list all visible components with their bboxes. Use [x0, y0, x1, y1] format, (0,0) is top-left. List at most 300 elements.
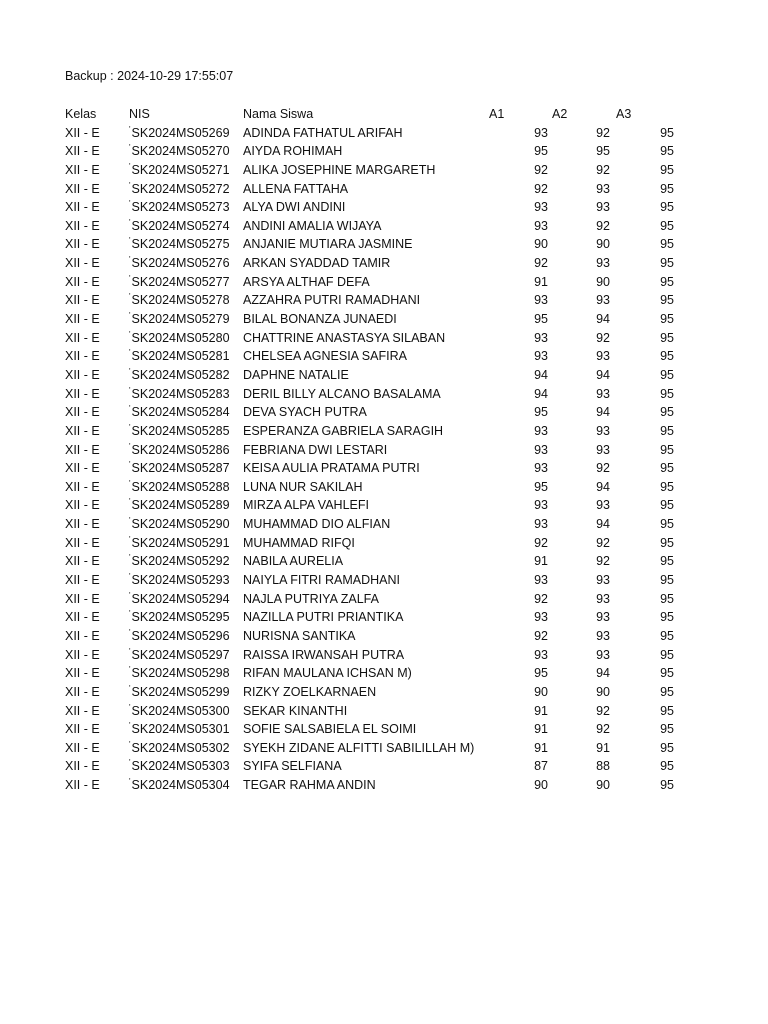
cell-a1: 93: [534, 517, 548, 532]
cell-a1: 92: [534, 628, 548, 643]
nis-prefix-mark: ': [129, 609, 131, 619]
cell-a3: 95: [660, 647, 674, 662]
cell-a2: 92: [596, 554, 610, 569]
nis-value: SK2024MS05299: [131, 684, 230, 699]
cell-a1: 93: [534, 218, 548, 233]
cell-nama-siswa: ADINDA FATHATUL ARIFAH: [243, 125, 403, 140]
nis-value: SK2024MS05300: [131, 703, 230, 718]
table-row: [0, 478, 768, 497]
cell-a2: 93: [596, 349, 610, 364]
cell-nama-siswa: MUHAMMAD DIO ALFIAN: [243, 517, 391, 532]
cell-a3: 95: [660, 442, 674, 457]
nis-prefix-mark: ': [129, 665, 131, 675]
cell-nis: [129, 534, 230, 553]
nis-value: SK2024MS05269: [131, 125, 230, 140]
cell-a3: 95: [660, 274, 674, 289]
nis-prefix-mark: ': [129, 497, 131, 507]
cell-a2: 94: [596, 367, 610, 382]
table-row: [0, 385, 768, 404]
header-a1: A1: [489, 107, 505, 121]
table-row: [0, 459, 768, 478]
table-row: [0, 235, 768, 254]
cell-nis: [129, 291, 230, 310]
cell-a3: 95: [660, 628, 674, 643]
nis-value: SK2024MS05304: [131, 778, 230, 793]
cell-a1: 90: [534, 237, 548, 252]
cell-a1: 94: [534, 386, 548, 401]
cell-a1: 91: [534, 703, 548, 718]
nis-value: SK2024MS05279: [131, 312, 230, 327]
cell-a3: 95: [660, 330, 674, 345]
nis-prefix-mark: ': [129, 255, 131, 265]
cell-a3: 95: [660, 722, 674, 737]
cell-nis: [129, 198, 230, 217]
cell-nama-siswa: CHATTRINE ANASTASYA SILABAN: [243, 330, 446, 345]
nis-value: SK2024MS05280: [131, 330, 230, 345]
cell-nis: [129, 739, 230, 758]
cell-nis: [129, 496, 230, 515]
cell-kelas: XII - E: [65, 442, 100, 457]
cell-nama-siswa: ARSYA ALTHAF DEFA: [243, 274, 370, 289]
nis-prefix-mark: ': [129, 758, 131, 768]
table-row: [0, 441, 768, 460]
nis-value: SK2024MS05274: [131, 218, 230, 233]
cell-a1: 95: [534, 405, 548, 420]
cell-a1: 92: [534, 591, 548, 606]
nis-prefix-mark: ': [129, 236, 131, 246]
cell-nama-siswa: AIYDA ROHIMAH: [243, 144, 343, 159]
cell-nama-siswa: CHELSEA AGNESIA SAFIRA: [243, 349, 407, 364]
cell-kelas: XII - E: [65, 759, 100, 774]
cell-a1: 93: [534, 330, 548, 345]
cell-a2: 90: [596, 237, 610, 252]
cell-nama-siswa: TEGAR RAHMA ANDIN: [243, 778, 376, 793]
cell-a1: 94: [534, 367, 548, 382]
nis-value: SK2024MS05278: [131, 293, 230, 308]
nis-value: SK2024MS05298: [131, 666, 230, 681]
table-row: [0, 757, 768, 776]
cell-a2: 95: [596, 144, 610, 159]
cell-kelas: XII - E: [65, 666, 100, 681]
cell-a1: 93: [534, 423, 548, 438]
nis-value: SK2024MS05294: [131, 591, 230, 606]
cell-a1: 91: [534, 274, 548, 289]
nis-value: SK2024MS05275: [131, 237, 230, 252]
cell-kelas: XII - E: [65, 256, 100, 271]
cell-nama-siswa: KEISA AULIA PRATAMA PUTRI: [243, 461, 420, 476]
cell-a2: 93: [596, 293, 610, 308]
table-row: [0, 254, 768, 273]
table-row: [0, 702, 768, 721]
cell-a1: 91: [534, 554, 548, 569]
nis-value: SK2024MS05292: [131, 554, 230, 569]
cell-a2: 93: [596, 200, 610, 215]
table-row: [0, 217, 768, 236]
cell-a3: 95: [660, 591, 674, 606]
cell-a1: 92: [534, 181, 548, 196]
cell-a2: 90: [596, 274, 610, 289]
nis-prefix-mark: ': [129, 702, 131, 712]
cell-a2: 93: [596, 498, 610, 513]
cell-kelas: XII - E: [65, 647, 100, 662]
cell-a2: 93: [596, 591, 610, 606]
cell-a1: 93: [534, 647, 548, 662]
cell-nama-siswa: NAIYLA FITRI RAMADHANI: [243, 573, 400, 588]
cell-kelas: XII - E: [65, 349, 100, 364]
table-row: [0, 646, 768, 665]
nis-value: SK2024MS05288: [131, 479, 230, 494]
header-a3: A3: [616, 107, 632, 121]
cell-nama-siswa: NAZILLA PUTRI PRIANTIKA: [243, 610, 404, 625]
table-row: [0, 273, 768, 292]
cell-nis: [129, 347, 230, 366]
cell-a3: 95: [660, 684, 674, 699]
table-row: [0, 403, 768, 422]
cell-a1: 91: [534, 722, 548, 737]
cell-a3: 95: [660, 181, 674, 196]
cell-a1: 93: [534, 125, 548, 140]
cell-a1: 95: [534, 144, 548, 159]
cell-nis: [129, 720, 230, 739]
nis-prefix-mark: ': [129, 180, 131, 190]
cell-kelas: XII - E: [65, 535, 100, 550]
nis-prefix-mark: ': [129, 777, 131, 787]
nis-prefix-mark: ': [129, 273, 131, 283]
header-kelas: Kelas: [65, 107, 97, 121]
cell-a1: 90: [534, 684, 548, 699]
table-row: [0, 664, 768, 683]
nis-value: SK2024MS05293: [131, 573, 230, 588]
table-row: [0, 590, 768, 609]
cell-a3: 95: [660, 200, 674, 215]
cell-kelas: XII - E: [65, 423, 100, 438]
cell-a1: 93: [534, 610, 548, 625]
cell-a1: 91: [534, 740, 548, 755]
cell-nama-siswa: SEKAR KINANTHI: [243, 703, 348, 718]
cell-nis: [129, 310, 230, 329]
cell-kelas: XII - E: [65, 461, 100, 476]
cell-nama-siswa: DERIL BILLY ALCANO BASALAMA: [243, 386, 441, 401]
cell-a2: 94: [596, 405, 610, 420]
cell-a2: 94: [596, 517, 610, 532]
cell-nis: [129, 254, 230, 273]
table-row: [0, 739, 768, 758]
cell-nis: [129, 683, 230, 702]
cell-a1: 93: [534, 573, 548, 588]
cell-nis: [129, 366, 230, 385]
nis-prefix-mark: ': [129, 404, 131, 414]
cell-a2: 90: [596, 778, 610, 793]
cell-nama-siswa: ARKAN SYADDAD TAMIR: [243, 256, 391, 271]
nis-prefix-mark: ': [129, 441, 131, 451]
cell-a3: 95: [660, 218, 674, 233]
nis-value: SK2024MS05295: [131, 610, 230, 625]
cell-a1: 92: [534, 535, 548, 550]
nis-value: SK2024MS05283: [131, 386, 230, 401]
cell-nis: [129, 273, 230, 292]
nis-value: SK2024MS05291: [131, 535, 230, 550]
cell-kelas: XII - E: [65, 181, 100, 196]
cell-nama-siswa: MIRZA ALPA VAHLEFI: [243, 498, 369, 513]
cell-a2: 93: [596, 442, 610, 457]
table-body: [0, 124, 768, 795]
cell-kelas: XII - E: [65, 628, 100, 643]
table-row: [0, 515, 768, 534]
cell-kelas: XII - E: [65, 740, 100, 755]
cell-a1: 93: [534, 498, 548, 513]
cell-kelas: XII - E: [65, 386, 100, 401]
cell-nis: [129, 478, 230, 497]
cell-nis: [129, 776, 230, 795]
cell-nama-siswa: RIFAN MAULANA ICHSAN M): [243, 666, 412, 681]
table-row: [0, 329, 768, 348]
cell-nama-siswa: ALYA DWI ANDINI: [243, 200, 346, 215]
cell-nis: [129, 385, 230, 404]
cell-kelas: XII - E: [65, 274, 100, 289]
cell-a3: 95: [660, 461, 674, 476]
cell-kelas: XII - E: [65, 517, 100, 532]
cell-a2: 93: [596, 573, 610, 588]
nis-value: SK2024MS05284: [131, 405, 230, 420]
cell-a2: 93: [596, 610, 610, 625]
cell-a2: 92: [596, 125, 610, 140]
nis-prefix-mark: ': [129, 460, 131, 470]
cell-a1: 93: [534, 293, 548, 308]
cell-a3: 95: [660, 778, 674, 793]
cell-nis: [129, 403, 230, 422]
cell-a3: 95: [660, 367, 674, 382]
nis-prefix-mark: ': [129, 739, 131, 749]
nis-value: SK2024MS05302: [131, 740, 230, 755]
cell-nis: [129, 441, 230, 460]
nis-value: SK2024MS05277: [131, 274, 230, 289]
nis-value: SK2024MS05289: [131, 498, 230, 513]
cell-kelas: XII - E: [65, 479, 100, 494]
cell-nis: [129, 217, 230, 236]
header-nis: NIS: [129, 107, 150, 121]
table-row: [0, 720, 768, 739]
cell-a3: 95: [660, 144, 674, 159]
table-row: [0, 627, 768, 646]
cell-a1: 90: [534, 778, 548, 793]
cell-a2: 91: [596, 740, 610, 755]
cell-a2: 93: [596, 256, 610, 271]
cell-nama-siswa: RIZKY ZOELKARNAEN: [243, 684, 377, 699]
cell-kelas: XII - E: [65, 684, 100, 699]
cell-a2: 94: [596, 479, 610, 494]
nis-prefix-mark: ': [129, 199, 131, 209]
cell-nama-siswa: ALIKA JOSEPHINE MARGARETH: [243, 162, 436, 177]
nis-value: SK2024MS05301: [131, 722, 230, 737]
cell-a3: 95: [660, 386, 674, 401]
cell-a2: 92: [596, 461, 610, 476]
cell-a2: 93: [596, 628, 610, 643]
cell-a3: 95: [660, 759, 674, 774]
cell-kelas: XII - E: [65, 162, 100, 177]
cell-nis: [129, 552, 230, 571]
cell-kelas: XII - E: [65, 330, 100, 345]
cell-nis: [129, 180, 230, 199]
table-row: [0, 142, 768, 161]
cell-a3: 95: [660, 162, 674, 177]
nis-prefix-mark: ': [129, 572, 131, 582]
nis-prefix-mark: ': [129, 124, 131, 134]
table-row: [0, 571, 768, 590]
cell-nama-siswa: FEBRIANA DWI LESTARI: [243, 442, 388, 457]
table-row: [0, 683, 768, 702]
cell-nama-siswa: SOFIE SALSABIELA EL SOIMI: [243, 722, 417, 737]
cell-a3: 95: [660, 125, 674, 140]
nis-value: SK2024MS05271: [131, 162, 230, 177]
cell-kelas: XII - E: [65, 778, 100, 793]
cell-nama-siswa: LUNA NUR SAKILAH: [243, 479, 363, 494]
cell-nama-siswa: ESPERANZA GABRIELA SARAGIH: [243, 423, 444, 438]
cell-a2: 92: [596, 703, 610, 718]
cell-nis: [129, 142, 230, 161]
backup-timestamp: Backup : 2024-10-29 17:55:07: [65, 69, 234, 83]
nis-value: SK2024MS05270: [131, 144, 230, 159]
cell-nis: [129, 515, 230, 534]
cell-kelas: XII - E: [65, 573, 100, 588]
cell-a2: 90: [596, 684, 610, 699]
cell-kelas: XII - E: [65, 312, 100, 327]
nis-value: SK2024MS05287: [131, 461, 230, 476]
student-grades-table: [0, 105, 768, 795]
table-row: [0, 310, 768, 329]
cell-nis: [129, 664, 230, 683]
nis-prefix-mark: ': [129, 366, 131, 376]
nis-value: SK2024MS05297: [131, 647, 230, 662]
cell-nama-siswa: MUHAMMAD RIFQI: [243, 535, 355, 550]
cell-a2: 92: [596, 162, 610, 177]
cell-nama-siswa: SYEKH ZIDANE ALFITTI SABILILLAH M): [243, 740, 475, 755]
cell-a3: 95: [660, 312, 674, 327]
nis-prefix-mark: ': [129, 329, 131, 339]
cell-nis: [129, 627, 230, 646]
table-row: [0, 161, 768, 180]
nis-value: SK2024MS05290: [131, 517, 230, 532]
cell-nama-siswa: DAPHNE NATALIE: [243, 367, 349, 382]
cell-a1: 93: [534, 349, 548, 364]
nis-value: SK2024MS05276: [131, 256, 230, 271]
nis-value: SK2024MS05303: [131, 759, 230, 774]
cell-a1: 93: [534, 442, 548, 457]
nis-prefix-mark: ': [129, 217, 131, 227]
table-row: [0, 552, 768, 571]
table-row: [0, 496, 768, 515]
nis-prefix-mark: ': [129, 311, 131, 321]
cell-nama-siswa: RAISSA IRWANSAH PUTRA: [243, 647, 405, 662]
nis-prefix-mark: ': [129, 422, 131, 432]
cell-a2: 92: [596, 535, 610, 550]
nis-prefix-mark: ': [129, 292, 131, 302]
table-row: [0, 422, 768, 441]
nis-value: SK2024MS05272: [131, 181, 230, 196]
cell-nis: [129, 235, 230, 254]
cell-a3: 95: [660, 554, 674, 569]
cell-a2: 94: [596, 666, 610, 681]
cell-a1: 93: [534, 200, 548, 215]
cell-a3: 95: [660, 610, 674, 625]
table-row: [0, 180, 768, 199]
cell-kelas: XII - E: [65, 498, 100, 513]
cell-a1: 95: [534, 666, 548, 681]
cell-nis: [129, 608, 230, 627]
cell-a3: 95: [660, 498, 674, 513]
header-nama-siswa: Nama Siswa: [243, 107, 314, 121]
nis-prefix-mark: ': [129, 627, 131, 637]
cell-a2: 93: [596, 181, 610, 196]
cell-a1: 92: [534, 162, 548, 177]
cell-a3: 95: [660, 740, 674, 755]
cell-a3: 95: [660, 479, 674, 494]
table-row: [0, 291, 768, 310]
nis-prefix-mark: ': [129, 683, 131, 693]
cell-nama-siswa: NURISNA SANTIKA: [243, 628, 356, 643]
cell-a2: 92: [596, 330, 610, 345]
nis-value: SK2024MS05285: [131, 423, 230, 438]
cell-kelas: XII - E: [65, 144, 100, 159]
nis-value: SK2024MS05281: [131, 349, 230, 364]
cell-nama-siswa: NABILA AURELIA: [243, 554, 344, 569]
cell-nis: [129, 459, 230, 478]
nis-prefix-mark: ': [129, 721, 131, 731]
nis-prefix-mark: ': [129, 385, 131, 395]
cell-nama-siswa: AZZAHRA PUTRI RAMADHANI: [243, 293, 421, 308]
table-row: [0, 534, 768, 553]
cell-kelas: XII - E: [65, 125, 100, 140]
cell-a3: 95: [660, 293, 674, 308]
cell-nis: [129, 161, 230, 180]
cell-a2: 88: [596, 759, 610, 774]
cell-a3: 95: [660, 666, 674, 681]
table-row: [0, 776, 768, 795]
cell-a3: 95: [660, 517, 674, 532]
cell-a1: 87: [534, 759, 548, 774]
table-row: [0, 198, 768, 217]
cell-a3: 95: [660, 405, 674, 420]
cell-nis: [129, 702, 230, 721]
table-row: [0, 366, 768, 385]
table-row: [0, 124, 768, 143]
cell-a1: 92: [534, 256, 548, 271]
nis-prefix-mark: ': [129, 534, 131, 544]
cell-nama-siswa: NAJLA PUTRIYA ZALFA: [243, 591, 379, 606]
cell-nis: [129, 571, 230, 590]
table-header-row: [0, 105, 768, 124]
cell-a2: 93: [596, 423, 610, 438]
cell-a1: 95: [534, 312, 548, 327]
cell-nama-siswa: BILAL BONANZA JUNAEDI: [243, 312, 397, 327]
cell-nis: [129, 422, 230, 441]
cell-a2: 94: [596, 312, 610, 327]
cell-a3: 95: [660, 423, 674, 438]
cell-kelas: XII - E: [65, 703, 100, 718]
header-a2: A2: [552, 107, 568, 121]
cell-a3: 95: [660, 535, 674, 550]
nis-prefix-mark: ': [129, 478, 131, 488]
cell-kelas: XII - E: [65, 722, 100, 737]
cell-nama-siswa: ANDINI AMALIA WIJAYA: [243, 218, 382, 233]
table-row: [0, 347, 768, 366]
cell-kelas: XII - E: [65, 591, 100, 606]
cell-a2: 93: [596, 647, 610, 662]
cell-a2: 92: [596, 722, 610, 737]
cell-kelas: XII - E: [65, 610, 100, 625]
nis-prefix-mark: ': [129, 516, 131, 526]
cell-nama-siswa: ALLENA FATTAHA: [243, 181, 349, 196]
cell-a3: 95: [660, 256, 674, 271]
